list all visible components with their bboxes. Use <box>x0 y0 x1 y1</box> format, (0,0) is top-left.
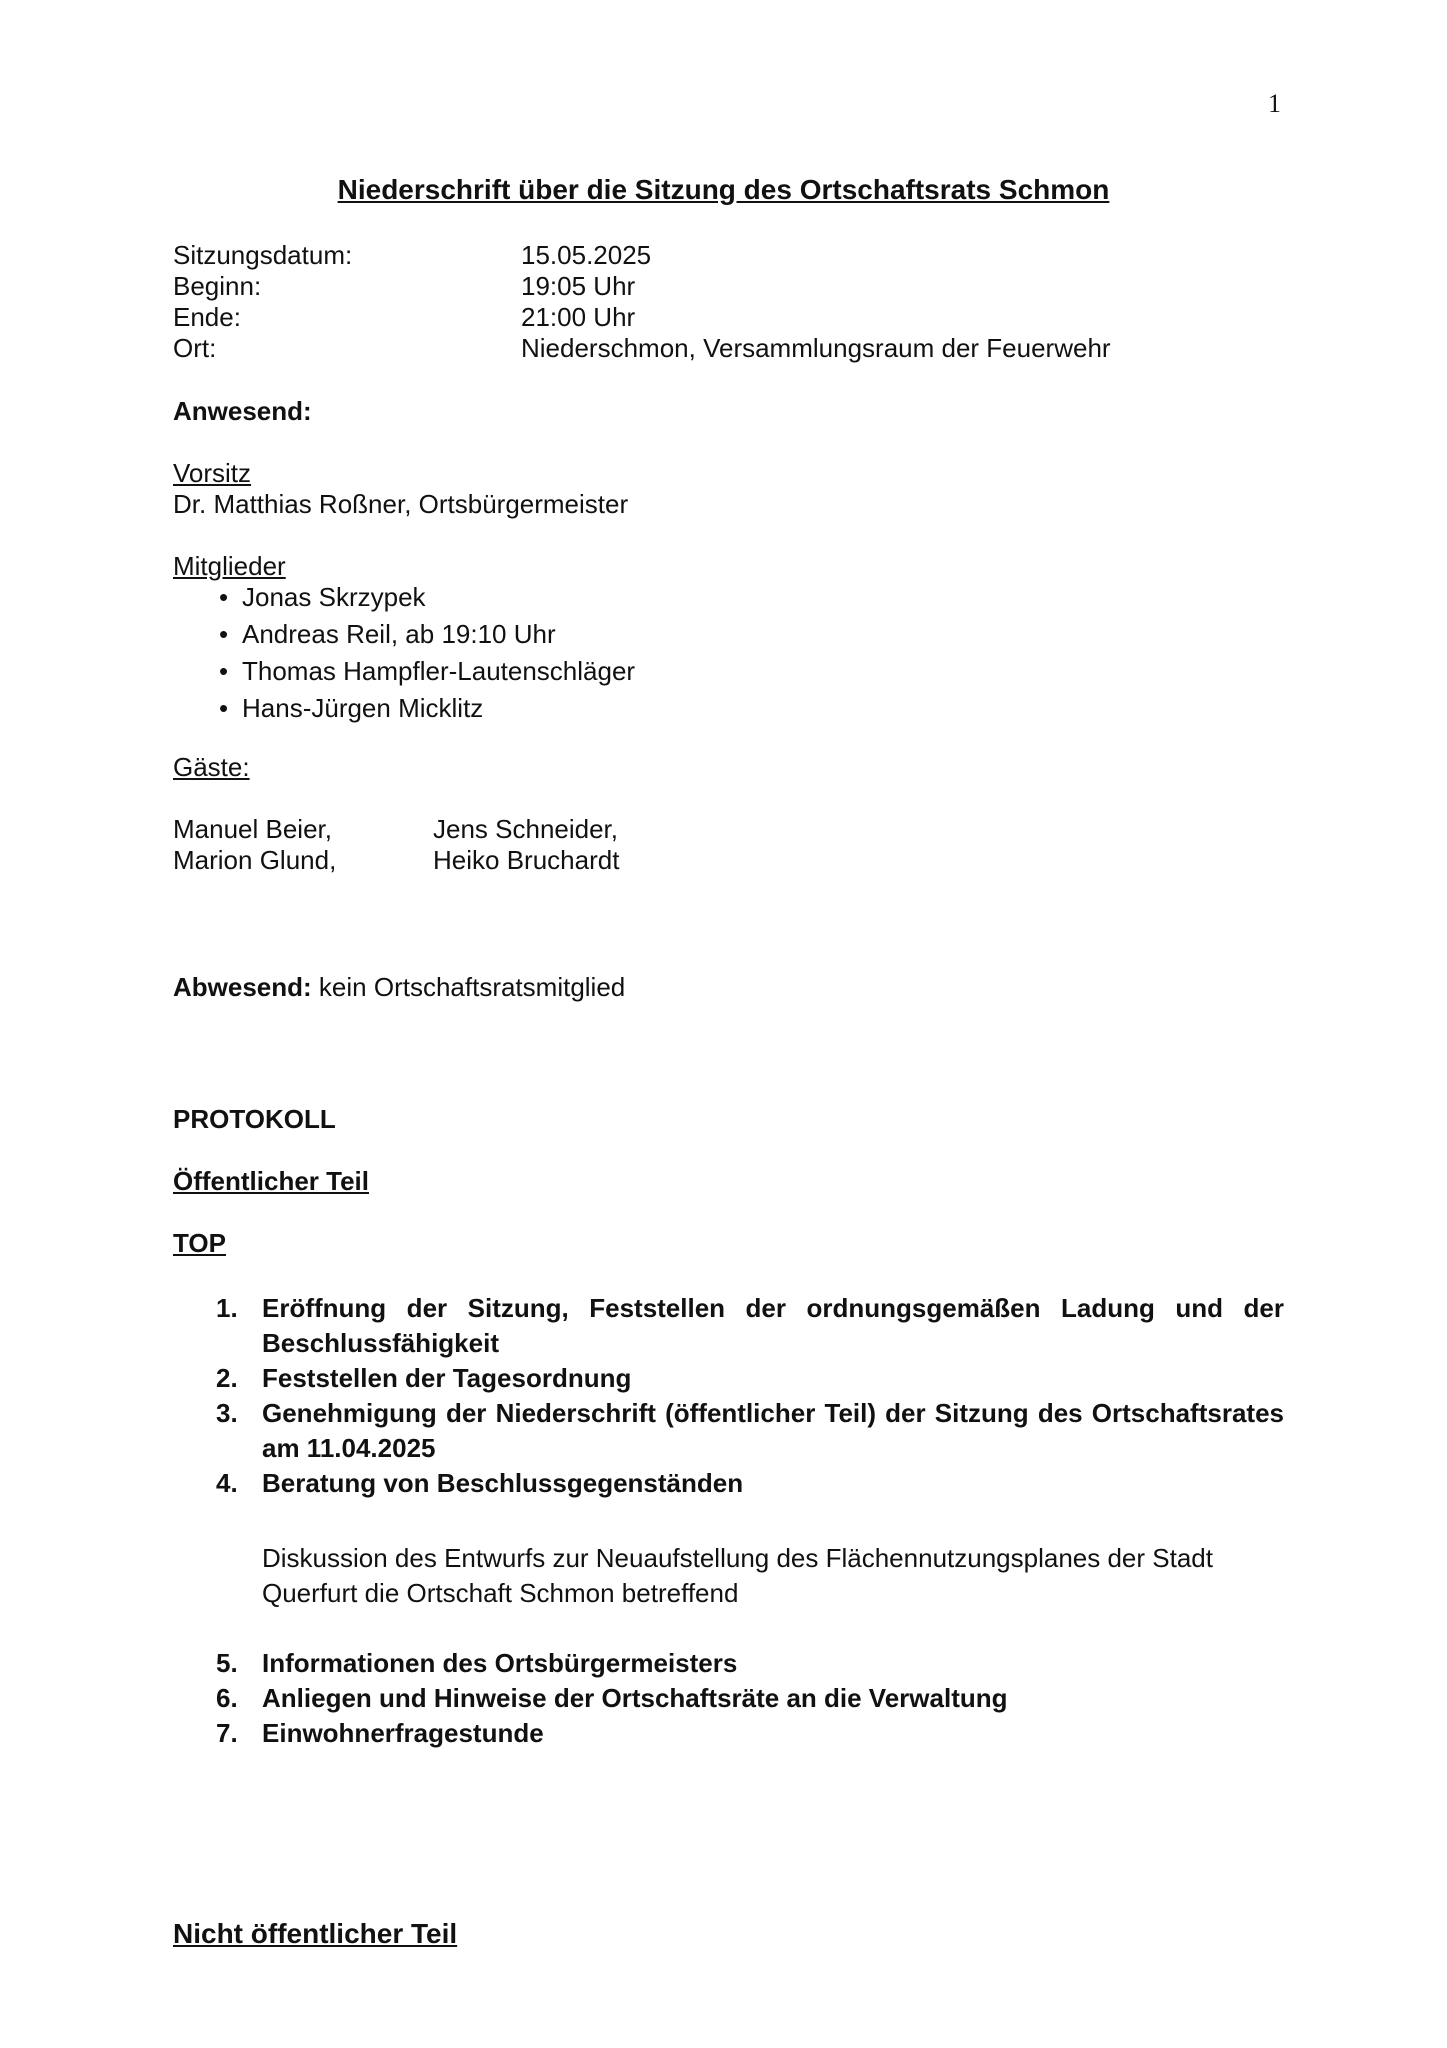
meta-value: 19:05 Uhr <box>521 271 636 301</box>
list-item <box>173 619 635 656</box>
agenda-number: 1. <box>216 1293 238 1323</box>
agenda-item <box>216 1291 1284 1361</box>
non-public-part-heading: Nicht öffentlicher Teil <box>173 1918 458 1949</box>
absent-label: Abwesend: <box>173 972 312 1002</box>
absent-line <box>173 972 625 1003</box>
list-item <box>173 693 635 730</box>
agenda-text: Genehmigung der Niederschrift (öffentlicher Teil) der Sitzung des Ortschaftsrates am 11.04.2025 <box>262 1398 1284 1463</box>
agenda-text: Eröffnung der Sitzung, Feststellen der ordnungsgemäßen Ladung und der Beschlussfähigkeit <box>262 1293 1284 1358</box>
present-heading: Anwesend: <box>173 396 312 426</box>
agenda-text: Informationen des Ortsbürgermeisters <box>262 1648 738 1678</box>
absent-value: kein Ortschaftsratsmitglied <box>318 972 626 1002</box>
top-heading: TOP <box>173 1228 226 1258</box>
agenda-number: 3. <box>216 1398 238 1428</box>
guests-column-1 <box>173 814 336 876</box>
agenda-text: Beratung von Beschlussgegenständen <box>262 1468 744 1498</box>
agenda-item <box>216 1716 1284 1751</box>
meta-key: Ort: <box>173 333 217 363</box>
meta-row-location <box>173 333 1111 364</box>
agenda-item <box>216 1646 1284 1681</box>
meta-key: Ende: <box>173 302 241 332</box>
protocol-heading: PROTOKOLL <box>173 1104 336 1134</box>
public-part-heading: Öffentlicher Teil <box>173 1166 369 1196</box>
agenda-number: 4. <box>216 1468 238 1498</box>
meta-row-end <box>173 302 1111 333</box>
meta-key: Sitzungsdatum: <box>173 240 353 270</box>
members-heading: Mitglieder <box>173 551 286 581</box>
agenda-number: 5. <box>216 1648 238 1678</box>
agenda-text: Anliegen und Hinweise der Ortschaftsräte an die Verwaltung <box>262 1683 1008 1713</box>
page-number: 1 <box>1268 89 1281 118</box>
agenda-list <box>216 1291 1284 1501</box>
agenda-item-detail: Diskussion des Entwurfs zur Neuaufstellung des Flächennutzungsplanes der Stadt Querfurt die Ortschaft Schmon betreffend <box>262 1543 1213 1608</box>
agenda-item <box>216 1466 1284 1501</box>
agenda-number: 6. <box>216 1683 238 1713</box>
agenda-item <box>216 1681 1284 1716</box>
member-name: Hans-Jürgen Micklitz <box>242 693 484 723</box>
agenda-number: 7. <box>216 1718 238 1748</box>
list-item <box>173 582 635 619</box>
meta-value: Niederschmon, Versammlungsraum der Feuerwehr <box>521 333 1111 363</box>
members-list <box>173 582 635 730</box>
agenda-item <box>216 1361 1284 1396</box>
guests-heading: Gäste: <box>173 752 250 782</box>
bullet-icon: • <box>219 656 229 686</box>
guest-name: Manuel Beier, <box>173 814 332 844</box>
guests-column-2 <box>433 814 619 876</box>
agenda-list-continued <box>216 1646 1284 1751</box>
list-item <box>173 656 635 693</box>
member-name: Thomas Hampfler-Lautenschläger <box>242 656 636 686</box>
meta-value: 15.05.2025 <box>521 240 652 270</box>
bullet-icon: • <box>219 693 229 723</box>
guest-name: Jens Schneider, <box>433 814 619 844</box>
bullet-icon: • <box>219 582 229 612</box>
meta-value: 21:00 Uhr <box>521 302 636 332</box>
chair-heading: Vorsitz <box>173 458 252 488</box>
meta-row-date <box>173 240 1111 271</box>
agenda-text: Feststellen der Tagesordnung <box>262 1363 632 1393</box>
agenda-text: Einwohnerfragestunde <box>262 1718 544 1748</box>
meta-row-start <box>173 271 1111 302</box>
chair-name: Dr. Matthias Roßner, Ortsbürgermeister <box>173 489 629 519</box>
agenda-item <box>216 1396 1284 1466</box>
agenda-number: 2. <box>216 1363 238 1393</box>
member-name: Andreas Reil, ab 19:10 Uhr <box>242 619 556 649</box>
meeting-meta <box>173 240 1111 364</box>
guest-name: Marion Glund, <box>173 845 337 875</box>
guest-name: Heiko Bruchardt <box>433 845 620 875</box>
meta-key: Beginn: <box>173 271 262 301</box>
bullet-icon: • <box>219 619 229 649</box>
member-name: Jonas Skrzypek <box>242 582 426 612</box>
document-title: Niederschrift über die Sitzung des Ortschaftsrats Schmon <box>337 174 1110 205</box>
